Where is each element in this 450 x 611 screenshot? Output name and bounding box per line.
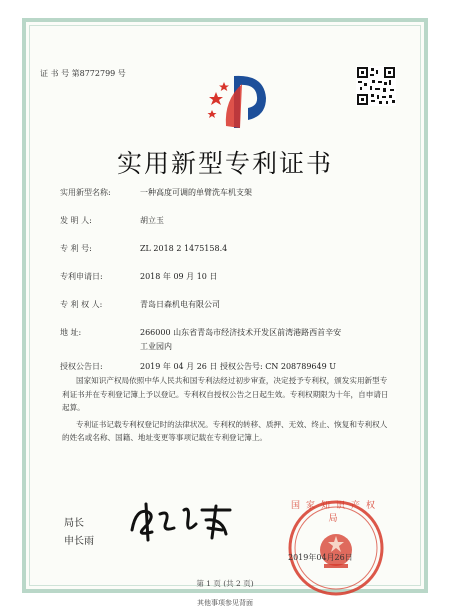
signatory-name: 申长雨 [64, 536, 94, 547]
statement-paragraph-2: 专利证书记载专利权登记时的法律状况。专利权的转移、质押、无效、终止、恢复和专利权人的姓名或名称、国籍、地址变更等事项记载在专利登记簿上。 [62, 419, 388, 442]
director-signature [126, 500, 236, 544]
qr-code-icon [356, 66, 396, 106]
field-grant-date: 授权公告日: 2019 年 04 月 26 日 授权公告号: CN 208789649 U [60, 362, 336, 371]
field-application-date: 专利申请日: 2018 年 09 月 10 日 [60, 272, 218, 281]
back-side-note: 其他事项参见背面 [197, 599, 253, 607]
certificate-title: 实用新型专利证书 [116, 149, 333, 178]
certificate-sheet [22, 18, 428, 593]
field-address: 地 址: 266000 山东省青岛市经济技术开发区前湾港路西首辛安 [60, 328, 342, 337]
field-inventor: 发 明 人: 胡立玉 [60, 216, 164, 225]
field-address-line2: 工业园内 [140, 342, 172, 351]
certificate-statement [62, 374, 392, 448]
page-number: 第 1 页 (共 2 页) [196, 579, 254, 588]
cnipa-logo-icon [204, 70, 274, 134]
field-patent-number: 专 利 号: ZL 2018 2 1475158.4 [60, 244, 228, 253]
seal-text: 国家知识产权局 [290, 501, 381, 524]
statement-paragraph-1: 国家知识产权局依照中华人民共和国专利法经过初步审查，决定授予专利权，颁发实用新型专利证书并在专利登记簿上予以登记。专利权自授权公告之日起生效。专利权期限为十年，自申请日起算。 [62, 376, 389, 412]
seal-date: 2019年04月26日 [288, 553, 353, 562]
signatory-title-director: 局长 [64, 518, 84, 529]
field-patentee: 专 利 权 人: 青岛日森机电有限公司 [60, 300, 220, 309]
field-utility-model-name: 实用新型名称: 一种高度可调的单臂洗车机支架 [60, 188, 252, 197]
certificate-number: 证 书 号 第8772799 号 [40, 69, 126, 78]
